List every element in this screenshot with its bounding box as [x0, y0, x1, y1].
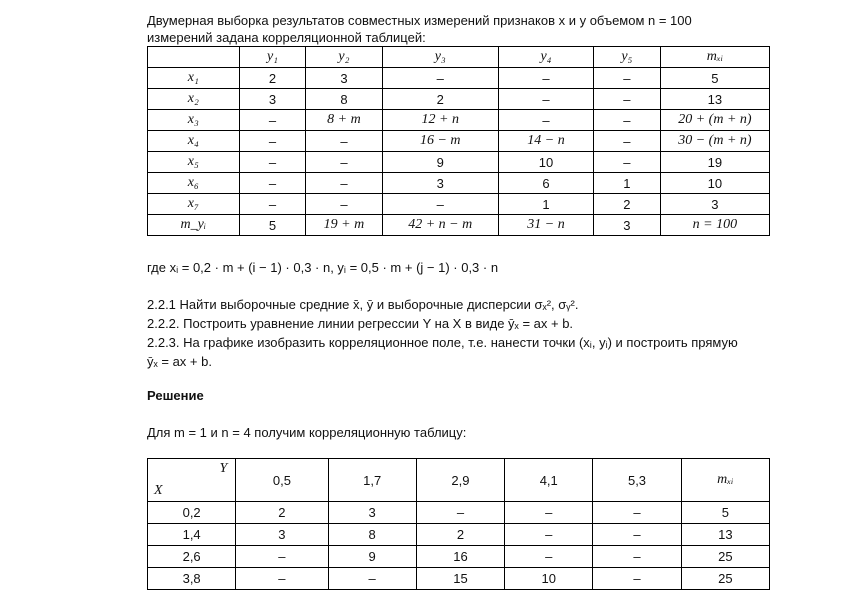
- table1-row-label: x₆: [148, 173, 240, 194]
- table1-header-cell: y₂: [306, 47, 382, 68]
- table1-cell: 2: [239, 68, 306, 89]
- table1-cell: –: [499, 110, 594, 131]
- table2-row-label: 1,4: [148, 524, 236, 546]
- intro-line-1: Двумерная выборка результатов совместных измерений признаков x и y объемом n = 100: [147, 13, 692, 28]
- table2-cell: 8: [328, 524, 416, 546]
- table1-cell: 2: [382, 89, 499, 110]
- table2-cell: –: [505, 524, 593, 546]
- table1-cell: 6: [499, 173, 594, 194]
- table1-cell: 13: [660, 89, 769, 110]
- table2-row: [148, 502, 770, 524]
- solution-heading: Решение: [147, 388, 204, 403]
- table2-cell: 5: [681, 502, 769, 524]
- table1-row-label: m_yᵢ: [148, 215, 240, 236]
- table1-cell: 5: [660, 68, 769, 89]
- table1-cell: n = 100: [660, 215, 769, 236]
- table2-header-cell: 0,5: [236, 459, 328, 502]
- table1-cell: 10: [499, 152, 594, 173]
- table2-header-cell: 4,1: [505, 459, 593, 502]
- task-2-2-2: 2.2.2. Построить уравнение линии регрессии Y на X в виде ȳₓ = ax + b.: [147, 316, 574, 331]
- table2-cell: 9: [328, 546, 416, 568]
- table1-cell: 5: [239, 215, 306, 236]
- table1-cell: 16 − m: [382, 131, 499, 152]
- correlation-table-general: [147, 46, 770, 236]
- table1-cell: –: [239, 173, 306, 194]
- table2-row-label: 0,2: [148, 502, 236, 524]
- table1-cell: 3: [594, 215, 661, 236]
- table1-row: [148, 131, 770, 152]
- table1-row-label: x₂: [148, 89, 240, 110]
- table2-cell: –: [593, 524, 681, 546]
- table1-row-label: x₁: [148, 68, 240, 89]
- table1-row: [148, 89, 770, 110]
- table1-row: [148, 173, 770, 194]
- table2-cell: –: [416, 502, 504, 524]
- table1-cell: –: [239, 131, 306, 152]
- table1-cell: –: [382, 194, 499, 215]
- table1-cell: –: [306, 194, 382, 215]
- table1-row: [148, 194, 770, 215]
- table2-header-row: [148, 459, 770, 502]
- table1-cell: –: [239, 194, 306, 215]
- table2-cell: 3: [236, 524, 328, 546]
- table1-cell: 19: [660, 152, 769, 173]
- correlation-table-numeric: [147, 458, 770, 590]
- table1-cell: –: [594, 110, 661, 131]
- intro-line-2: измерений задана корреляционной таблицей:: [147, 30, 426, 45]
- table2-row: [148, 546, 770, 568]
- table1-cell: 9: [382, 152, 499, 173]
- table1-cell: 30 − (m + n): [660, 131, 769, 152]
- table2-cell: –: [505, 546, 593, 568]
- table2-cell: –: [593, 568, 681, 590]
- table2-cell: 10: [505, 568, 593, 590]
- table1-row-label: x₇: [148, 194, 240, 215]
- table2-cell: 3: [328, 502, 416, 524]
- table1-cell: –: [594, 152, 661, 173]
- table1-cell: 3: [382, 173, 499, 194]
- table1-cell: –: [306, 152, 382, 173]
- task-2-2-1: 2.2.1 Найти выборочные средние x̄, ȳ и выборочные дисперсии σₓ², σᵧ².: [147, 297, 579, 312]
- table1-cell: 12 + n: [382, 110, 499, 131]
- table2-row: [148, 524, 770, 546]
- table1-header-cell: [148, 47, 240, 68]
- table2-cell: –: [505, 502, 593, 524]
- table1-cell: 42 + n − m: [382, 215, 499, 236]
- table1-cell: 31 − n: [499, 215, 594, 236]
- table1-cell: 3: [660, 194, 769, 215]
- table2-header-cell: 1,7: [328, 459, 416, 502]
- table1-cell: 3: [306, 68, 382, 89]
- table1-cell: 19 + m: [306, 215, 382, 236]
- table1-cell: –: [239, 110, 306, 131]
- table1-cell: 8: [306, 89, 382, 110]
- table1-header-cell: y₁: [239, 47, 306, 68]
- table1-cell: –: [594, 89, 661, 110]
- task-2-2-3-line-2: ȳₓ = ax + b.: [147, 354, 212, 369]
- table1-cell: –: [382, 68, 499, 89]
- table1-cell: –: [499, 89, 594, 110]
- table2-cell: 16: [416, 546, 504, 568]
- table2-header-cell: 2,9: [416, 459, 504, 502]
- table1-row: [148, 110, 770, 131]
- table1-cell: 2: [594, 194, 661, 215]
- table1-row-label: x₄: [148, 131, 240, 152]
- table1-cell: 20 + (m + n): [660, 110, 769, 131]
- table1-header-cell: y₃: [382, 47, 499, 68]
- corner-y-label: Y: [219, 461, 228, 476]
- table1-cell: 1: [499, 194, 594, 215]
- table1-row: [148, 215, 770, 236]
- table2-cell: 25: [681, 568, 769, 590]
- table1-row: [148, 152, 770, 173]
- corner-x-label: X: [154, 483, 163, 498]
- table1-cell: –: [594, 131, 661, 152]
- table1-header-cell: y₅: [594, 47, 661, 68]
- task-2-2-3-line-1: 2.2.3. На графике изобразить корреляционное поле, т.е. нанести точки (xᵢ, yᵢ) и построить прямую: [147, 335, 738, 350]
- table1-cell: –: [594, 68, 661, 89]
- table1-cell: –: [306, 173, 382, 194]
- table2-row-label: 3,8: [148, 568, 236, 590]
- table2-cell: –: [236, 568, 328, 590]
- table1-header-cell: y₄: [499, 47, 594, 68]
- table2-cell: –: [328, 568, 416, 590]
- table1-cell: 3: [239, 89, 306, 110]
- table1-cell: –: [499, 68, 594, 89]
- table2-cell: –: [236, 546, 328, 568]
- table2-cell: –: [593, 502, 681, 524]
- table1-cell: –: [239, 152, 306, 173]
- table1-row: [148, 68, 770, 89]
- table2-cell: 15: [416, 568, 504, 590]
- table1-cell: 1: [594, 173, 661, 194]
- table1-row-label: x₃: [148, 110, 240, 131]
- table2-cell: 2: [236, 502, 328, 524]
- table1-cell: 14 − n: [499, 131, 594, 152]
- table1-header-cell: mₓᵢ: [660, 47, 769, 68]
- table2-cell: 25: [681, 546, 769, 568]
- table1-cell: –: [306, 131, 382, 152]
- table2-row: [148, 568, 770, 590]
- table2-corner-cell: [148, 459, 236, 502]
- table1-cell: 8 + m: [306, 110, 382, 131]
- formula-line: где xᵢ = 0,2 · m + (i − 1) · 0,3 · n, yᵢ = 0,5 · m + (j − 1) · 0,3 · n: [147, 260, 499, 275]
- table2-header-cell: mₓᵢ: [681, 459, 769, 502]
- table1-row-label: x₅: [148, 152, 240, 173]
- table1-header-row: [148, 47, 770, 68]
- table2-cell: 13: [681, 524, 769, 546]
- table2-header-cell: 5,3: [593, 459, 681, 502]
- table2-cell: –: [593, 546, 681, 568]
- table1-cell: 10: [660, 173, 769, 194]
- table2-row-label: 2,6: [148, 546, 236, 568]
- solution-text: Для m = 1 и n = 4 получим корреляционную таблицу:: [147, 425, 467, 440]
- table2-cell: 2: [416, 524, 504, 546]
